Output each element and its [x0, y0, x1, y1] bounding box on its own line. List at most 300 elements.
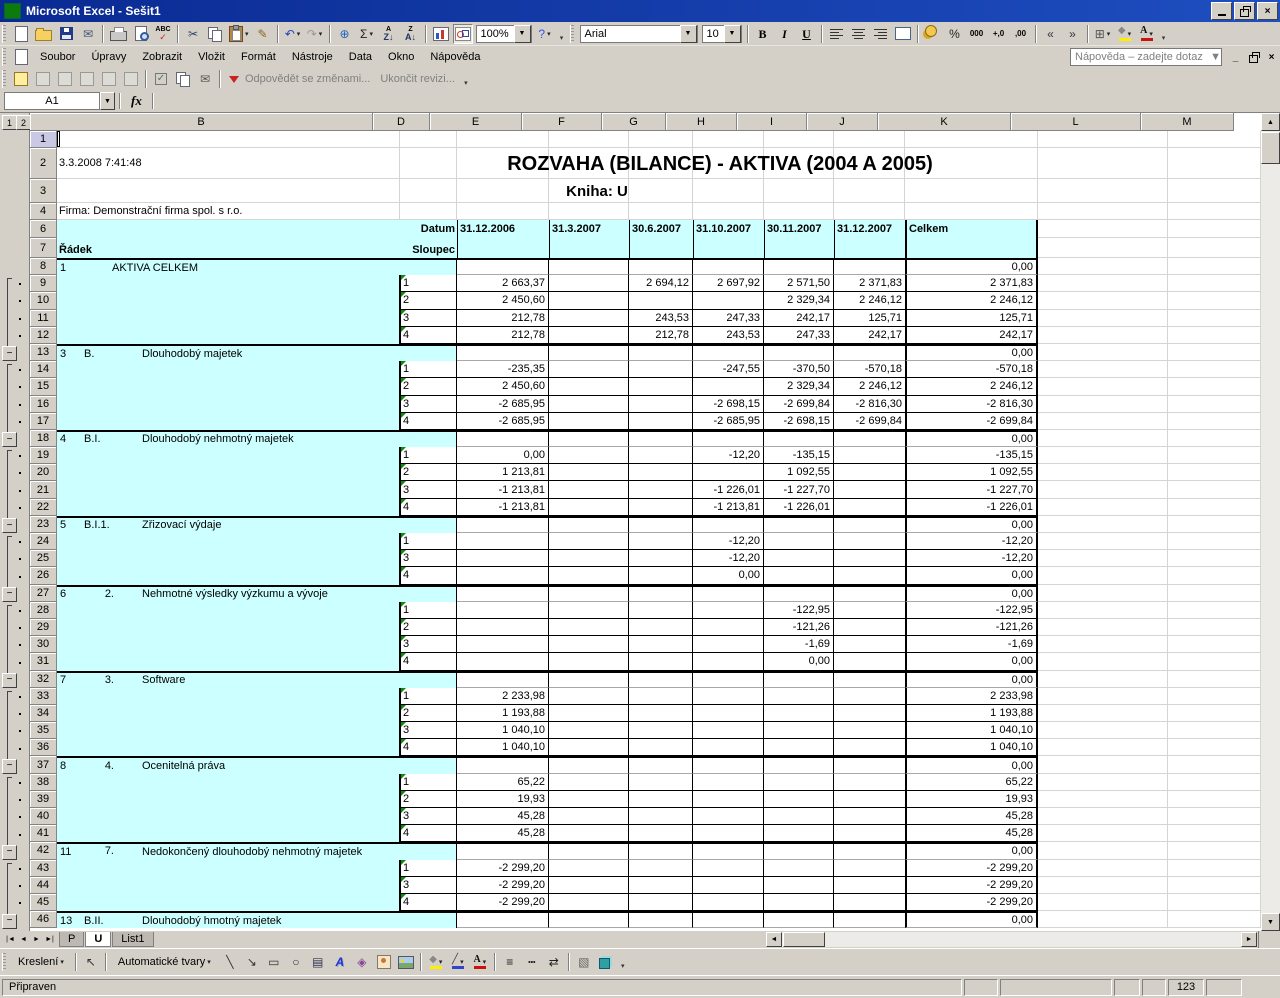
- show-comment-icon[interactable]: [121, 69, 141, 89]
- menu-item-soubor[interactable]: Soubor: [40, 51, 76, 63]
- cell[interactable]: [764, 179, 834, 203]
- sort-ascending-icon[interactable]: [379, 24, 399, 44]
- row-header-30[interactable]: 30: [30, 636, 57, 653]
- cell[interactable]: [834, 844, 905, 859]
- cell-line-number[interactable]: 1: [400, 447, 457, 464]
- cell[interactable]: [1038, 327, 1168, 344]
- cell[interactable]: [1038, 877, 1168, 894]
- cell[interactable]: [1038, 131, 1168, 148]
- column-header-g[interactable]: G: [602, 113, 666, 131]
- next-comment-icon[interactable]: [99, 69, 119, 89]
- delete-comment-icon[interactable]: [55, 69, 75, 89]
- cell-celkem[interactable]: Celkem: [905, 220, 1038, 238]
- cell-value[interactable]: [764, 774, 834, 791]
- cell-line-number[interactable]: 3: [400, 481, 457, 498]
- cell[interactable]: [1168, 722, 1261, 739]
- cell-value[interactable]: 0,00: [457, 447, 549, 464]
- open-icon[interactable]: [33, 24, 54, 44]
- cell-value[interactable]: -1,69: [905, 636, 1038, 653]
- cell[interactable]: [1038, 378, 1168, 395]
- cell[interactable]: [1168, 808, 1261, 825]
- cell[interactable]: [1038, 447, 1168, 464]
- cell[interactable]: [1168, 567, 1261, 584]
- cell[interactable]: [693, 131, 764, 148]
- cell[interactable]: [549, 346, 629, 361]
- cell[interactable]: [1038, 894, 1168, 911]
- cell[interactable]: [905, 131, 1038, 148]
- cell-line-number[interactable]: 3: [400, 722, 457, 739]
- cell-line-number[interactable]: 2: [400, 464, 457, 481]
- cell[interactable]: [1038, 774, 1168, 791]
- cell-value[interactable]: [549, 327, 629, 344]
- cell-value[interactable]: -1 213,81: [693, 499, 764, 516]
- cell[interactable]: [764, 673, 834, 688]
- cell[interactable]: [693, 913, 764, 928]
- cell[interactable]: [905, 179, 1038, 203]
- cell[interactable]: [693, 758, 764, 773]
- tab-nav-next[interactable]: ►: [33, 936, 40, 943]
- cell-value[interactable]: [834, 705, 905, 722]
- cell-value[interactable]: [834, 791, 905, 808]
- cell[interactable]: [1168, 842, 1261, 859]
- cell-line-number[interactable]: 2: [400, 705, 457, 722]
- font-color-icon[interactable]: [1137, 24, 1157, 44]
- cell[interactable]: [549, 432, 629, 447]
- cell[interactable]: [834, 913, 905, 928]
- cell-value[interactable]: [834, 481, 905, 498]
- cell[interactable]: [1038, 258, 1168, 275]
- cell-date[interactable]: [693, 238, 764, 258]
- cell-line-number[interactable]: 2: [400, 292, 457, 309]
- horizontal-scroll-thumb[interactable]: [783, 932, 825, 947]
- row-header-27[interactable]: 27: [30, 585, 57, 602]
- chevron-down-icon[interactable]: ▾: [318, 30, 323, 38]
- row-header-18[interactable]: 18: [30, 430, 57, 447]
- cell[interactable]: [1038, 430, 1168, 447]
- bold-icon[interactable]: [753, 24, 773, 44]
- cell[interactable]: [1168, 739, 1261, 756]
- cell-value[interactable]: [834, 894, 905, 911]
- cell-value[interactable]: [764, 894, 834, 911]
- cell-value[interactable]: [549, 825, 629, 842]
- end-review-button[interactable]: [376, 69, 459, 89]
- cell[interactable]: [57, 361, 400, 378]
- cell-value[interactable]: -247,55: [693, 361, 764, 378]
- row-header-2[interactable]: 2: [30, 148, 57, 179]
- row-header-26[interactable]: 26: [30, 567, 57, 584]
- column-header-e[interactable]: E: [430, 113, 522, 131]
- menu-item-okno[interactable]: Okno: [388, 51, 415, 63]
- cell-line-number[interactable]: 1: [400, 860, 457, 877]
- cell-date[interactable]: 30.6.2007: [629, 220, 693, 238]
- row-header-44[interactable]: 44: [30, 877, 57, 894]
- cell-value[interactable]: [693, 653, 764, 670]
- cell-value[interactable]: [549, 361, 629, 378]
- cell[interactable]: [1038, 739, 1168, 756]
- cell-value[interactable]: [693, 791, 764, 808]
- cell[interactable]: [1168, 238, 1261, 258]
- cell-value[interactable]: [549, 447, 629, 464]
- row-header-40[interactable]: 40: [30, 808, 57, 825]
- cell[interactable]: [1038, 275, 1168, 292]
- cell-value[interactable]: -135,15: [905, 447, 1038, 464]
- wordart-icon[interactable]: [330, 952, 350, 972]
- resize-corner[interactable]: [1258, 931, 1280, 948]
- cell[interactable]: [57, 877, 400, 894]
- cell[interactable]: [693, 673, 764, 688]
- cell[interactable]: [1168, 550, 1261, 567]
- cell[interactable]: [1038, 499, 1168, 516]
- cell-line-number[interactable]: 3: [400, 877, 457, 894]
- row-header-37[interactable]: 37: [30, 756, 57, 773]
- cell-value[interactable]: 212,78: [457, 327, 549, 344]
- cell[interactable]: [1038, 464, 1168, 481]
- chevron-down-icon[interactable]: ▾: [460, 959, 464, 966]
- row-header-34[interactable]: 34: [30, 705, 57, 722]
- cell-value[interactable]: 0,00: [764, 653, 834, 670]
- cell[interactable]: [1038, 671, 1168, 688]
- cell[interactable]: [834, 131, 905, 148]
- cell-value[interactable]: [549, 653, 629, 670]
- cell[interactable]: [629, 260, 693, 275]
- cell[interactable]: [629, 518, 693, 533]
- cell[interactable]: [549, 758, 629, 773]
- cell-value[interactable]: [549, 860, 629, 877]
- cell-value[interactable]: [693, 774, 764, 791]
- cell-value[interactable]: 2 246,12: [834, 292, 905, 309]
- cell-value[interactable]: -2 685,95: [693, 413, 764, 430]
- cell[interactable]: [457, 346, 549, 361]
- cell-value[interactable]: [457, 550, 549, 567]
- cell[interactable]: [549, 131, 629, 148]
- column-header-m[interactable]: M: [1141, 113, 1234, 131]
- cell-value[interactable]: 2 233,98: [457, 688, 549, 705]
- menu-item-format[interactable]: Formát: [240, 51, 276, 63]
- toolbar-options-button[interactable]: ▾: [559, 34, 564, 42]
- cell-section-label[interactable]: 4 B.I. Dlouhodobý nehmotný majetek: [57, 432, 457, 447]
- cell-date[interactable]: [457, 238, 549, 258]
- cell[interactable]: [457, 913, 549, 928]
- cell-value[interactable]: 45,28: [905, 825, 1038, 842]
- workbook-icon[interactable]: [11, 47, 31, 67]
- cell[interactable]: [693, 844, 764, 859]
- mail-icon[interactable]: [78, 24, 98, 44]
- cell-value[interactable]: 0,00: [905, 518, 1038, 533]
- cell-date[interactable]: 30.11.2007: [764, 220, 834, 238]
- cell[interactable]: [1168, 481, 1261, 498]
- cell-value[interactable]: -2 698,15: [693, 396, 764, 413]
- cell-value[interactable]: [549, 894, 629, 911]
- cell[interactable]: [457, 179, 549, 203]
- undo-icon[interactable]: [283, 24, 303, 44]
- cell-section-label[interactable]: 13 B.II. Dlouhodobý hmotný majetek: [57, 913, 457, 928]
- cell-value[interactable]: -2 699,84: [905, 413, 1038, 430]
- tab-nav-prev[interactable]: ◄: [20, 936, 27, 943]
- cell-value[interactable]: 247,33: [764, 327, 834, 344]
- cell-value[interactable]: 1 040,10: [457, 739, 549, 756]
- cell-value[interactable]: [629, 653, 693, 670]
- cell[interactable]: [1168, 911, 1261, 928]
- cell-line-number[interactable]: 1: [400, 533, 457, 550]
- cell-value[interactable]: 212,78: [629, 327, 693, 344]
- cell[interactable]: [1168, 619, 1261, 636]
- cell[interactable]: [1038, 179, 1168, 203]
- cell[interactable]: [1038, 653, 1168, 670]
- redo-icon[interactable]: [305, 24, 325, 44]
- cell-value[interactable]: [549, 378, 629, 395]
- cell-value[interactable]: [629, 378, 693, 395]
- cell-value[interactable]: -2 685,95: [457, 413, 549, 430]
- cell-value[interactable]: [764, 808, 834, 825]
- cell-value[interactable]: -122,95: [905, 602, 1038, 619]
- cell[interactable]: [1168, 378, 1261, 395]
- kresleni-button[interactable]: [11, 952, 71, 972]
- column-header-j[interactable]: J: [807, 113, 878, 131]
- cell-line-number[interactable]: 1: [400, 774, 457, 791]
- insert-function-button[interactable]: fx: [131, 93, 142, 108]
- chevron-down-icon[interactable]: ▼: [1210, 51, 1221, 63]
- cell-line-number[interactable]: 4: [400, 894, 457, 911]
- row-header-11[interactable]: 11: [30, 310, 57, 327]
- cell-value[interactable]: [693, 378, 764, 395]
- horizontal-scrollbar[interactable]: [766, 932, 1257, 947]
- outline-collapse-button[interactable]: −: [2, 759, 17, 774]
- row-header-42[interactable]: 42: [30, 842, 57, 859]
- cell-value[interactable]: [549, 877, 629, 894]
- cell-value[interactable]: [629, 791, 693, 808]
- cell-value[interactable]: [549, 774, 629, 791]
- menu-item-vlozit[interactable]: Vložit: [198, 51, 225, 63]
- cell[interactable]: [764, 346, 834, 361]
- cell-value[interactable]: 2 246,12: [834, 378, 905, 395]
- cell[interactable]: [1168, 361, 1261, 378]
- cell-value[interactable]: [549, 499, 629, 516]
- cell-value[interactable]: [693, 464, 764, 481]
- cell[interactable]: [1168, 220, 1261, 238]
- cell-value[interactable]: [693, 722, 764, 739]
- cell-value[interactable]: [457, 602, 549, 619]
- row-header-35[interactable]: 35: [30, 722, 57, 739]
- cell[interactable]: [834, 432, 905, 447]
- drawing-toggle-icon[interactable]: [453, 24, 473, 44]
- cell-date[interactable]: [834, 238, 905, 258]
- cell-value[interactable]: 1 040,10: [457, 722, 549, 739]
- cell[interactable]: [457, 673, 549, 688]
- cell-value[interactable]: [629, 808, 693, 825]
- cell-line-number[interactable]: 2: [400, 619, 457, 636]
- scroll-up-button[interactable]: ▲: [1261, 113, 1280, 131]
- cell-value[interactable]: 65,22: [457, 774, 549, 791]
- row-header-31[interactable]: 31: [30, 653, 57, 670]
- row-header-24[interactable]: 24: [30, 533, 57, 550]
- cell-value[interactable]: 125,71: [905, 310, 1038, 327]
- cell[interactable]: [693, 432, 764, 447]
- column-header-l[interactable]: L: [1011, 113, 1141, 131]
- cell[interactable]: [693, 346, 764, 361]
- cell-value[interactable]: -122,95: [764, 602, 834, 619]
- cell[interactable]: [57, 550, 400, 567]
- cell[interactable]: [57, 396, 400, 413]
- cell-value[interactable]: -2 299,20: [905, 877, 1038, 894]
- cell[interactable]: [1168, 774, 1261, 791]
- cell[interactable]: [1168, 203, 1261, 220]
- cell-value[interactable]: [549, 722, 629, 739]
- cell[interactable]: [693, 179, 764, 203]
- row-header-21[interactable]: 21: [30, 481, 57, 498]
- cell-line-number[interactable]: 4: [400, 413, 457, 430]
- cell-line-number[interactable]: 4: [400, 653, 457, 670]
- cell[interactable]: [549, 203, 629, 220]
- cell-value[interactable]: -570,18: [905, 361, 1038, 378]
- chevron-down-icon[interactable]: ▾: [1106, 30, 1111, 38]
- vertical-scroll-thumb[interactable]: [1261, 132, 1280, 164]
- outline-collapse-button[interactable]: −: [2, 432, 17, 447]
- cell-value[interactable]: [834, 447, 905, 464]
- cell-value[interactable]: [834, 774, 905, 791]
- cell-value[interactable]: [764, 688, 834, 705]
- cell-value[interactable]: -370,50: [764, 361, 834, 378]
- row-header-13[interactable]: 13: [30, 344, 57, 361]
- outline-collapse-button[interactable]: −: [2, 587, 17, 602]
- cell[interactable]: [549, 260, 629, 275]
- toolbar-options-button[interactable]: ▾: [464, 80, 468, 87]
- row-header-43[interactable]: 43: [30, 860, 57, 877]
- cell-value[interactable]: [549, 533, 629, 550]
- cell[interactable]: [1038, 361, 1168, 378]
- cell[interactable]: [57, 860, 400, 877]
- underline-icon[interactable]: [797, 24, 817, 44]
- cell[interactable]: [764, 844, 834, 859]
- cell[interactable]: [764, 587, 834, 602]
- cell[interactable]: [457, 260, 549, 275]
- cell[interactable]: [457, 844, 549, 859]
- toolbar-options-button[interactable]: ▾: [1161, 34, 1166, 42]
- cell[interactable]: [1038, 533, 1168, 550]
- outline-collapse-button[interactable]: −: [2, 673, 17, 688]
- cell[interactable]: [57, 636, 400, 653]
- cell[interactable]: [57, 774, 400, 791]
- thousands-icon[interactable]: [967, 24, 987, 44]
- cell-value[interactable]: -1 227,70: [764, 481, 834, 498]
- cell-value[interactable]: [629, 877, 693, 894]
- cell[interactable]: [57, 447, 400, 464]
- chevron-down-icon[interactable]: ▼: [724, 25, 741, 43]
- cell[interactable]: [57, 310, 400, 327]
- diagram-icon[interactable]: [352, 952, 372, 972]
- cell[interactable]: [1038, 292, 1168, 309]
- cell-value[interactable]: -1 213,81: [457, 499, 549, 516]
- align-right-icon[interactable]: [871, 24, 891, 44]
- menu-item-data[interactable]: Data: [348, 51, 373, 63]
- cell[interactable]: [1168, 653, 1261, 670]
- cell[interactable]: [1168, 533, 1261, 550]
- cell-value[interactable]: [457, 653, 549, 670]
- cell-value[interactable]: [693, 688, 764, 705]
- scroll-right-button[interactable]: ►: [1241, 932, 1257, 947]
- row-header-16[interactable]: 16: [30, 396, 57, 413]
- cell-value[interactable]: [834, 619, 905, 636]
- cell[interactable]: [1038, 516, 1168, 533]
- cell-value[interactable]: [834, 877, 905, 894]
- cell[interactable]: [1168, 671, 1261, 688]
- cell-line-number[interactable]: 2: [400, 378, 457, 395]
- column-header-k[interactable]: K: [878, 113, 1011, 131]
- cell-value[interactable]: 0,00: [905, 653, 1038, 670]
- cell-value[interactable]: 242,17: [834, 327, 905, 344]
- row-header-33[interactable]: 33: [30, 688, 57, 705]
- cell-value[interactable]: [549, 602, 629, 619]
- cell[interactable]: [457, 131, 549, 148]
- cell[interactable]: [457, 587, 549, 602]
- row-header-9[interactable]: 9: [30, 275, 57, 292]
- cell-value[interactable]: -1 226,01: [764, 499, 834, 516]
- cell-value[interactable]: [629, 413, 693, 430]
- cell[interactable]: [549, 913, 629, 928]
- name-box-dropdown[interactable]: ▼: [100, 92, 115, 110]
- cell[interactable]: [1168, 602, 1261, 619]
- cell-value[interactable]: [629, 825, 693, 842]
- decrease-decimal-icon[interactable]: [1011, 24, 1031, 44]
- cell-value[interactable]: -121,26: [905, 619, 1038, 636]
- cell-value[interactable]: 0,00: [905, 346, 1038, 361]
- cell[interactable]: [57, 653, 400, 670]
- cell-value[interactable]: -1,69: [764, 636, 834, 653]
- cell[interactable]: [1168, 327, 1261, 344]
- row-header-17[interactable]: 17: [30, 413, 57, 430]
- cell[interactable]: [549, 673, 629, 688]
- row-header-8[interactable]: 8: [30, 258, 57, 275]
- cell-value[interactable]: [693, 877, 764, 894]
- fill-color-icon[interactable]: [426, 952, 446, 972]
- cell-value[interactable]: 2 246,12: [905, 378, 1038, 395]
- cell[interactable]: [1168, 447, 1261, 464]
- cell-date[interactable]: 31.12.2007: [834, 220, 905, 238]
- cell-value[interactable]: 1 213,81: [457, 464, 549, 481]
- cell-value[interactable]: [693, 636, 764, 653]
- cell-value[interactable]: 243,53: [629, 310, 693, 327]
- cell-value[interactable]: [549, 310, 629, 327]
- cell[interactable]: [834, 518, 905, 533]
- cell-value[interactable]: [693, 705, 764, 722]
- cell[interactable]: [57, 791, 400, 808]
- cell[interactable]: [1168, 396, 1261, 413]
- row-header-10[interactable]: 10: [30, 292, 57, 309]
- cell-value[interactable]: 0,00: [905, 567, 1038, 584]
- cell[interactable]: [1038, 756, 1168, 773]
- cell[interactable]: [1168, 636, 1261, 653]
- cell-value[interactable]: [693, 825, 764, 842]
- cell[interactable]: [1168, 292, 1261, 309]
- cell-line-number[interactable]: 3: [400, 808, 457, 825]
- cell[interactable]: [1038, 808, 1168, 825]
- tab-nav-last[interactable]: ►|: [45, 936, 54, 943]
- cell-value[interactable]: 2 694,12: [629, 275, 693, 292]
- cell-value[interactable]: [629, 481, 693, 498]
- paste-icon[interactable]: [227, 24, 251, 44]
- cell-date[interactable]: 31.3.2007: [549, 220, 629, 238]
- cell-line-number[interactable]: 4: [400, 825, 457, 842]
- cell[interactable]: [57, 825, 400, 842]
- cell-section-label[interactable]: 7 3. Software: [57, 673, 457, 688]
- column-header-f[interactable]: F: [522, 113, 602, 131]
- cell[interactable]: [57, 533, 400, 550]
- cell[interactable]: [629, 203, 693, 220]
- cell[interactable]: [1168, 499, 1261, 516]
- cell[interactable]: [629, 131, 693, 148]
- cell[interactable]: [57, 464, 400, 481]
- cell-line-number[interactable]: 1: [400, 275, 457, 292]
- column-header-h[interactable]: H: [666, 113, 737, 131]
